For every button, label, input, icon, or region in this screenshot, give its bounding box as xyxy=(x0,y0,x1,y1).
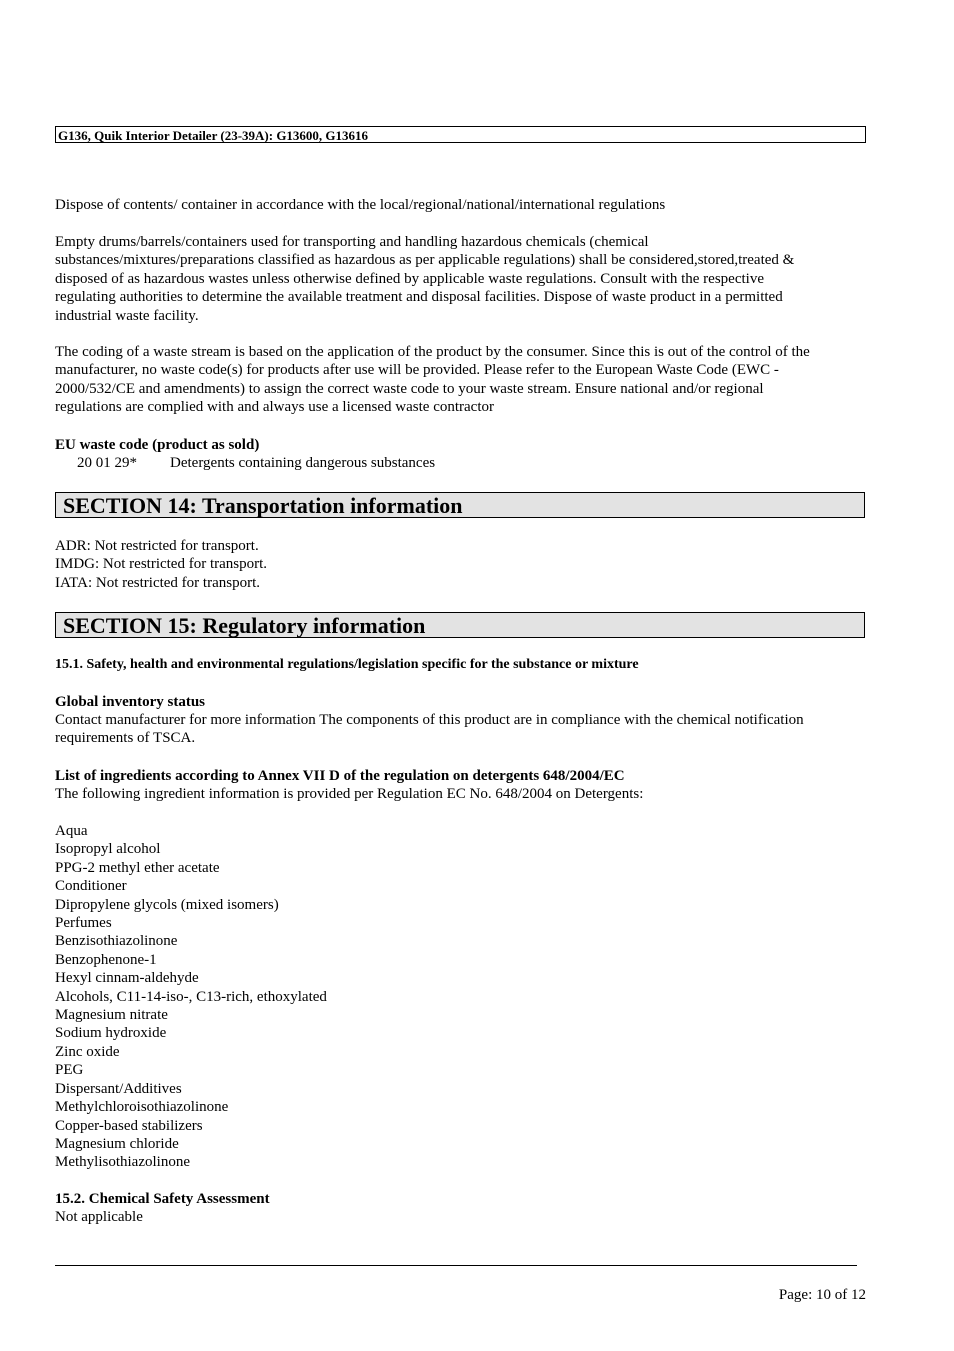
global-inventory-heading: Global inventory status xyxy=(55,694,206,710)
eu-waste-code: 20 01 29* xyxy=(77,455,137,471)
section-14-heading: SECTION 14: Transportation information xyxy=(55,492,865,518)
ingredient-item: Benzisothiazolinone xyxy=(55,933,178,950)
ingredient-item: Conditioner xyxy=(55,878,127,895)
subsection-15-1-heading: 15.1. Safety, health and environmental regulations/legislation specific for the substance or mixture xyxy=(55,657,639,672)
ingredient-item: PEG xyxy=(55,1062,84,1079)
transport-adr: ADR: Not restricted for transport. xyxy=(55,538,259,554)
paragraph-line: 2000/532/CE and amendments) to assign the correct waste code to your waste stream. Ensure national and/or regional xyxy=(55,380,764,397)
ingredient-item: Aqua xyxy=(55,823,88,839)
ingredient-item: Benzophenone-1 xyxy=(55,951,157,968)
chemical-safety-assessment-text: Not applicable xyxy=(55,1209,143,1225)
ingredients-intro: The following ingredient information is provided per Regulation EC No. 648/2004 on Detergents: xyxy=(55,786,644,802)
eu-waste-description: Detergents containing dangerous substances xyxy=(170,455,436,471)
disposal-paragraph-containers xyxy=(55,233,870,325)
ingredient-item: PPG-2 methyl ether acetate xyxy=(55,859,220,876)
ingredients-heading: List of ingredients according to Annex VII D of the regulation on detergents 648/2004/EC xyxy=(55,768,625,784)
paragraph-line: substances/mixtures/preparations classified as hazardous as per applicable regulations) shall be considered,stored,treated & xyxy=(55,252,795,269)
subsection-15-2-heading: 15.2. Chemical Safety Assessment xyxy=(55,1191,270,1207)
footer-divider xyxy=(55,1265,857,1266)
paragraph-line: requirements of TSCA. xyxy=(55,730,196,747)
document-header: G136, Quik Interior Detailer (23-39A): G13600, G13616 xyxy=(55,126,866,143)
ingredient-item: Magnesium nitrate xyxy=(55,1007,168,1024)
global-inventory-text xyxy=(55,711,870,748)
ingredient-item: Magnesium chloride xyxy=(55,1135,179,1152)
paragraph-line: regulations are complied with and always use a licensed waste contractor xyxy=(55,399,495,416)
disposal-paragraph-waste-coding xyxy=(55,343,870,417)
transport-iata: IATA: Not restricted for transport. xyxy=(55,574,260,591)
transport-info xyxy=(55,537,870,592)
paragraph-line: disposed of as hazardous wastes unless otherwise defined by applicable waste regulations. Consult with the respective xyxy=(55,270,764,287)
paragraph-line: regulating authorities to determine the available treatment and disposal facilities. Dispose of waste product in a permitted xyxy=(55,289,783,306)
ingredient-item: Dipropylene glycols (mixed isomers) xyxy=(55,896,279,913)
ingredient-item: Sodium hydroxide xyxy=(55,1025,167,1042)
ingredient-item: Methylisothiazolinone xyxy=(55,1154,190,1171)
ingredient-item: Hexyl cinnam-aldehyde xyxy=(55,970,199,987)
transport-imdg: IMDG: Not restricted for transport. xyxy=(55,556,268,573)
page-number: Page: 10 of 12 xyxy=(778,1287,866,1303)
ingredients-list xyxy=(55,822,870,1172)
paragraph-line: industrial waste facility. xyxy=(55,307,199,324)
ingredient-item: Dispersant/Additives xyxy=(55,1080,182,1097)
ingredient-item: Alcohols, C11-14-iso-, C13-rich, ethoxylated xyxy=(55,988,327,1005)
ingredient-item: Copper-based stabilizers xyxy=(55,1117,203,1134)
ingredient-item: Zinc oxide xyxy=(55,1043,120,1060)
paragraph-line: manufacturer, no waste code(s) for products after use will be provided. Please refer to the European Waste Code (EWC - xyxy=(55,362,779,379)
section-15-heading: SECTION 15: Regulatory information xyxy=(55,612,865,638)
paragraph-line: Empty drums/barrels/containers used for transporting and handling hazardous chemicals (chemical xyxy=(55,234,649,250)
ingredient-item: Isopropyl alcohol xyxy=(55,841,161,858)
ingredient-item: Perfumes xyxy=(55,915,112,932)
ingredient-item: Methylchloroisothiazolinone xyxy=(55,1099,229,1116)
eu-waste-code-heading: EU waste code (product as sold) xyxy=(55,437,260,453)
paragraph-line: The coding of a waste stream is based on the application of the product by the consumer. Since this is out of the control of the xyxy=(55,344,810,360)
paragraph-line: Contact manufacturer for more information The components of this product are in compliance with the chemical notification xyxy=(55,712,804,728)
disposal-instruction: Dispose of contents/ container in accordance with the local/regional/national/international regulations xyxy=(55,197,666,213)
